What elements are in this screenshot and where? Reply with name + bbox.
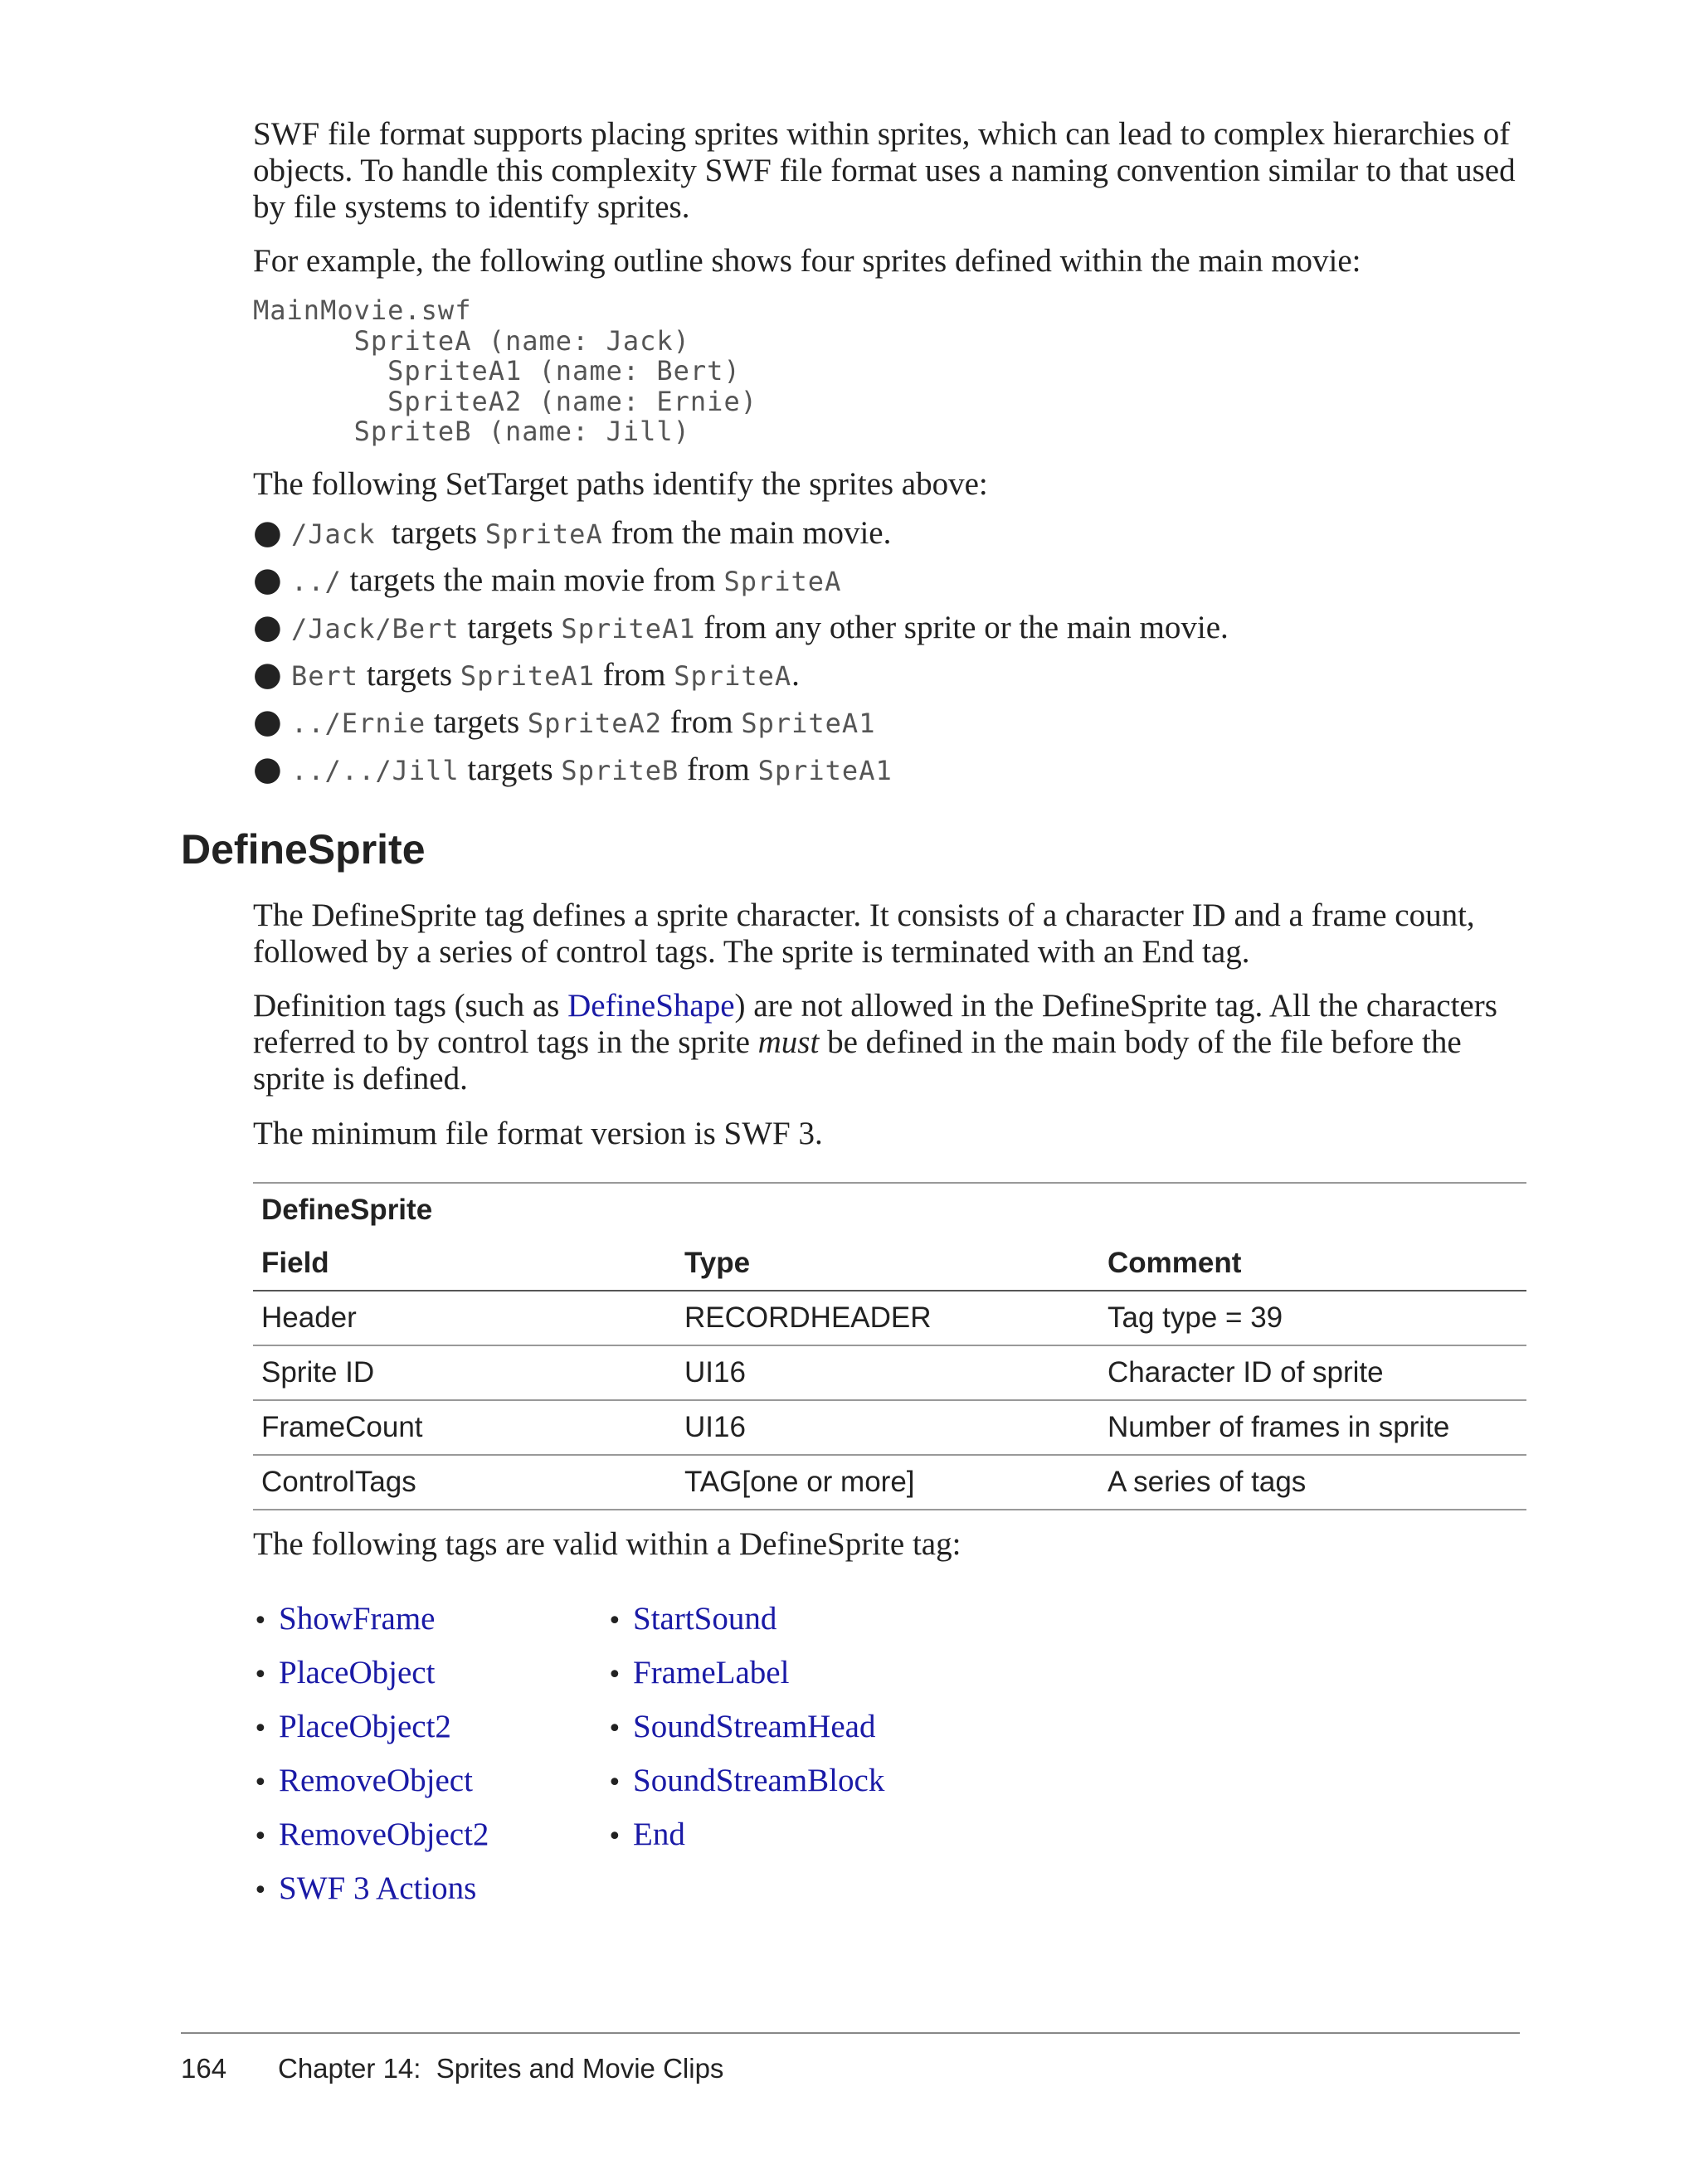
valid-tags-lead-paragraph: The following tags are valid within a DefineSprite tag: (253, 1526, 961, 1562)
footer-divider (181, 2032, 1520, 2034)
code-path: ../ (291, 566, 342, 597)
table-row (253, 1456, 1526, 1510)
table-cell: ControlTags (261, 1466, 416, 1498)
bullet-icon: • (253, 1607, 268, 1636)
tag-list-item (253, 1870, 489, 1924)
bullet-text: targets the main movie from (341, 562, 724, 598)
tag-list-item (607, 1709, 884, 1763)
code-sprite: SpriteA2 (527, 708, 663, 739)
code-line: MainMovie.swf (253, 294, 472, 326)
tag-list-item (253, 1655, 489, 1709)
tag-list-item (253, 1601, 489, 1655)
tag-list-item (253, 1817, 489, 1870)
definition-tags-paragraph (253, 988, 1522, 1097)
tag-link-soundstreamhead[interactable]: SoundStreamHead (633, 1709, 876, 1744)
bullet-text: targets (426, 704, 528, 740)
code-sprite: SpriteA (674, 660, 792, 692)
table-cell: A series of tags (1108, 1466, 1307, 1498)
tag-link-startsound[interactable]: StartSound (633, 1601, 777, 1637)
bullet-text: . (791, 657, 800, 693)
defineshape-link[interactable]: DefineShape (567, 988, 735, 1024)
bullet-icon: • (607, 1822, 622, 1851)
bullet-icon: • (253, 1768, 268, 1797)
table-cell: Tag type = 39 (1108, 1301, 1283, 1334)
min-version-paragraph: The minimum file format version is SWF 3. (253, 1116, 823, 1151)
code-line: SpriteA1 (name: Bert) (253, 355, 741, 387)
column-header: Type (684, 1247, 751, 1279)
bullet-item (253, 703, 1229, 751)
bullet-icon: ● (253, 703, 282, 741)
bullet-icon: • (253, 1715, 268, 1744)
code-sprite: SpriteA (723, 566, 842, 597)
table-cell: TAG[one or more] (684, 1466, 915, 1498)
bullet-item (253, 609, 1229, 656)
valid-tags-list-left (253, 1601, 489, 1924)
bullet-icon: • (253, 1876, 268, 1905)
chapter-title: Chapter 14: Sprites and Movie Clips (278, 2053, 724, 2084)
tag-link-soundstreamblock[interactable]: SoundStreamBlock (633, 1763, 885, 1798)
table-cell: Number of frames in sprite (1108, 1411, 1450, 1443)
tag-link-swf3-actions[interactable]: SWF 3 Actions (279, 1870, 477, 1906)
code-path: /Jack (291, 518, 376, 550)
valid-tags-list-right (607, 1601, 884, 1870)
bullet-text: from (662, 704, 742, 740)
table-cell: Character ID of sprite (1108, 1356, 1384, 1389)
tag-list-item (607, 1655, 884, 1709)
settarget-lead-paragraph: The following SetTarget paths identify the sprites above: (253, 466, 988, 502)
table-row (253, 1346, 1526, 1401)
table-header-row (253, 1237, 1526, 1291)
table-cell: RECORDHEADER (684, 1301, 932, 1334)
tag-link-removeobject2[interactable]: RemoveObject2 (279, 1817, 489, 1852)
code-outline (253, 295, 757, 447)
tag-list-item (607, 1601, 884, 1655)
tag-link-end[interactable]: End (633, 1817, 685, 1852)
emphasis-text: must (757, 1024, 820, 1060)
example-lead-paragraph: For example, the following outline shows four sprites defined within the main movie: (253, 243, 1361, 279)
paragraph-text: be defined in the main body of the file before the sprite is defined. (253, 1024, 1462, 1097)
table-caption: DefineSprite (261, 1194, 433, 1226)
definesprite-table (253, 1182, 1526, 1510)
code-path: ../../Jill (291, 755, 460, 786)
bullet-icon: ● (253, 608, 282, 646)
bullet-icon: • (253, 1822, 268, 1851)
bullet-icon: • (607, 1715, 622, 1744)
bullet-text: targets (459, 610, 562, 645)
table-cell: Sprite ID (261, 1356, 375, 1389)
bullet-icon: • (607, 1768, 622, 1797)
bullet-icon: ● (253, 750, 282, 788)
code-sprite: SpriteA1 (561, 613, 696, 644)
paragraph-text: Definition tags (such as (253, 988, 568, 1024)
bullet-icon: • (607, 1607, 622, 1636)
bullet-icon: • (607, 1661, 622, 1690)
bullet-text: targets (375, 515, 485, 551)
column-header: Comment (1108, 1247, 1242, 1279)
paragraph-text: ) are not allowed in the DefineSprite tag. All the characters referred to by control tags in the sprite (253, 988, 1497, 1060)
code-sprite: SpriteA1 (757, 755, 893, 786)
bullet-text: from any other sprite or the main movie. (695, 610, 1229, 645)
bullet-item (253, 656, 1229, 703)
column-header: Field (261, 1247, 329, 1279)
table-row (253, 1291, 1526, 1346)
code-line: SpriteA (name: Jack) (253, 324, 690, 357)
code-sprite: SpriteA1 (741, 708, 876, 739)
code-path: ../Ernie (291, 708, 426, 739)
settarget-bullet-list (253, 514, 1229, 798)
code-path: Bert (291, 660, 359, 692)
page-footer (181, 2053, 723, 2084)
code-sprite: SpriteB (561, 755, 679, 786)
bullet-text: from (594, 657, 674, 693)
bullet-icon: ● (253, 655, 282, 693)
tag-link-framelabel[interactable]: FrameLabel (633, 1655, 790, 1690)
bullet-text: from (679, 752, 758, 787)
table-cell: FrameCount (261, 1411, 423, 1443)
code-path: /Jack/Bert (291, 613, 460, 644)
code-sprite: SpriteA1 (460, 660, 595, 692)
tag-list-item (253, 1763, 489, 1817)
tag-link-placeobject[interactable]: PlaceObject (279, 1655, 436, 1690)
bullet-item (253, 514, 1229, 562)
tag-link-showframe[interactable]: ShowFrame (279, 1601, 436, 1637)
bullet-text: targets (459, 752, 562, 787)
page-number: 164 (181, 2053, 227, 2084)
bullet-text: targets (358, 657, 460, 693)
tag-list-item (607, 1817, 884, 1870)
table-cell: UI16 (684, 1411, 746, 1443)
table-row (253, 1401, 1526, 1456)
bullet-icon: • (253, 1661, 268, 1690)
section-heading: DefineSprite (181, 826, 426, 873)
table-cell: Header (261, 1301, 357, 1334)
tag-link-placeobject2[interactable]: PlaceObject2 (279, 1709, 451, 1744)
tag-list-item (253, 1709, 489, 1763)
code-sprite: SpriteA (484, 518, 603, 550)
bullet-item (253, 562, 1229, 609)
code-line: SpriteA2 (name: Ernie) (253, 385, 757, 417)
bullet-icon: ● (253, 513, 282, 552)
definesprite-paragraph: The DefineSprite tag defines a sprite character. It consists of a character ID and a frame count, followed by a series of control tags. The sprite is terminated with an End tag. (253, 897, 1475, 970)
bullet-text: from the main movie. (602, 515, 892, 551)
tag-link-removeobject[interactable]: RemoveObject (279, 1763, 473, 1798)
table-cell: UI16 (684, 1356, 746, 1389)
tag-list-item (607, 1763, 884, 1817)
code-line: SpriteB (name: Jill) (253, 416, 690, 447)
bullet-icon: ● (253, 561, 282, 599)
bullet-item (253, 751, 1229, 798)
intro-paragraph: SWF file format supports placing sprites within sprites, which can lead to complex hierarchies of objects. To handle this complexity SWF file format uses a naming convention similar to that used by file systems to identify sprites. (253, 116, 1516, 225)
